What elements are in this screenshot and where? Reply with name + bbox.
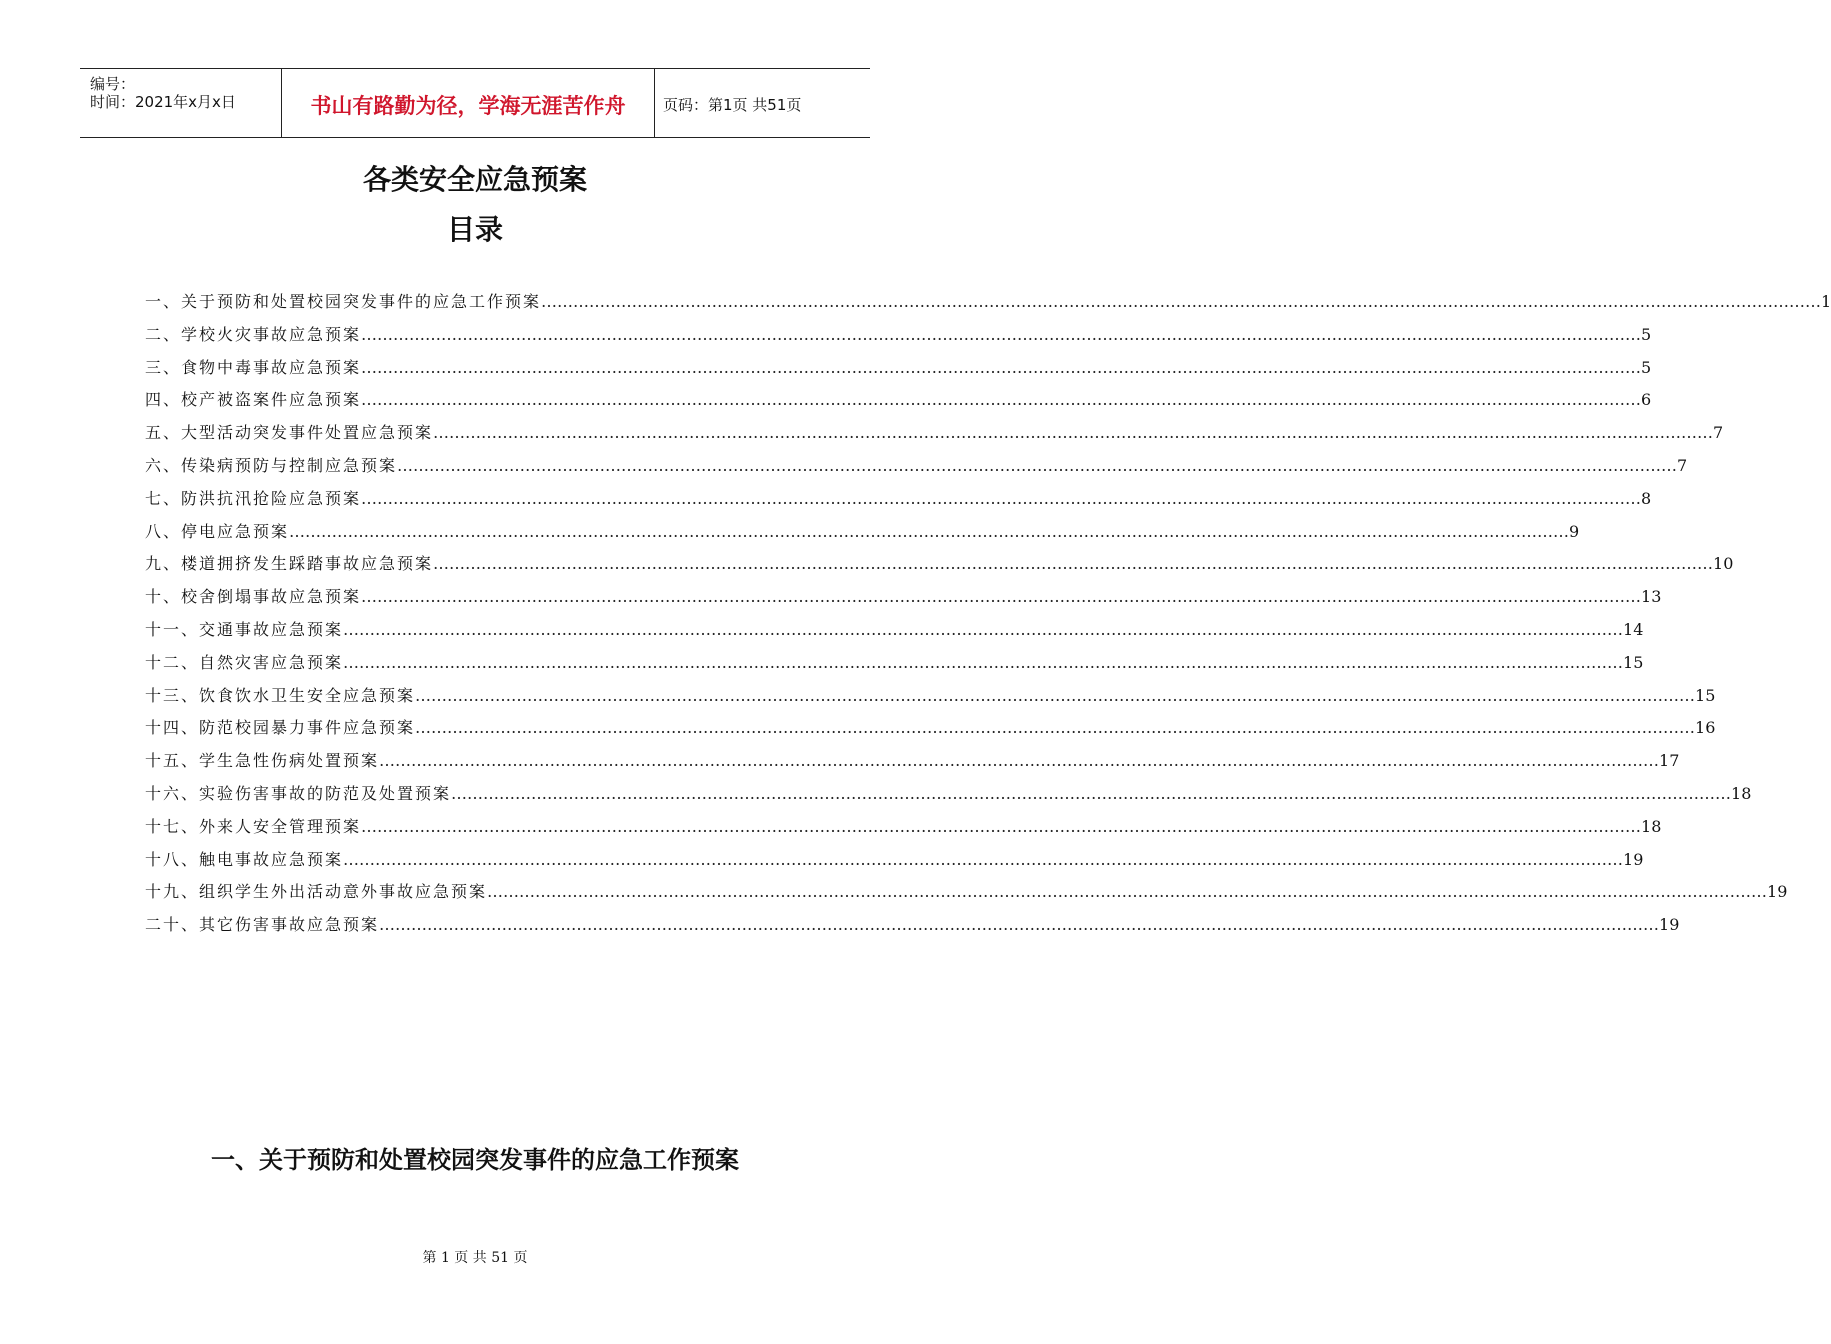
- toc-entry-page: 6: [1641, 390, 1652, 410]
- time-label: 时间：2021年x月x日: [90, 93, 236, 111]
- toc-entry-title: 十三、饮食饮水卫生安全应急预案: [145, 685, 416, 705]
- toc-entry-page: 5: [1641, 357, 1652, 377]
- toc-leader-dots: ……………………………………………………………………………………………………………………………………………………………………………………………………………………: [433, 554, 1714, 574]
- toc-entry[interactable]: [145, 581, 1662, 614]
- motto-text: 书山有路勤为径，学海无涯苦作舟: [310, 94, 626, 118]
- toc-entry-page: 9: [1569, 521, 1580, 541]
- page-footer: 第 1 页 共 51 页: [422, 1250, 528, 1266]
- toc-entry-title: 九、楼道拥挤发生踩踏事故应急预案: [145, 554, 434, 574]
- toc-leader-dots: ……………………………………………………………………………………………………………………………………………………………………………………………………………………: [433, 423, 1714, 443]
- toc-entry[interactable]: [145, 876, 1788, 909]
- toc-entry-page: 13: [1641, 587, 1662, 607]
- toc-entry-title: 十五、学生急性伤病处置预案: [145, 751, 380, 771]
- toc-entry-page: 7: [1677, 455, 1688, 475]
- toc-entry-title: 十七、外来人安全管理预案: [145, 816, 362, 836]
- toc-leader-dots: ……………………………………………………………………………………………………………………………………………………………………………………………………………………: [361, 587, 1642, 607]
- toc-entry-page: 18: [1641, 816, 1662, 836]
- toc-entry[interactable]: [145, 745, 1680, 778]
- toc-entry-page: 17: [1659, 751, 1680, 771]
- toc-entry-title: 七、防洪抗汛抢险应急预案: [145, 488, 362, 508]
- header-page-cell: [655, 69, 870, 137]
- toc-entry-page: 19: [1659, 915, 1680, 935]
- toc-entry-page: 8: [1641, 488, 1652, 508]
- toc-entry[interactable]: [145, 384, 1652, 417]
- toc-entry[interactable]: [145, 778, 1752, 811]
- toc-entry-page: 15: [1623, 652, 1644, 672]
- toc-entry-title: 一、关于预防和处置校园突发事件的应急工作预案: [145, 292, 542, 311]
- toc-entry-title: 六、传染病预防与控制应急预案: [145, 455, 398, 475]
- toc-leader-dots: ……………………………………………………………………………………………………………………………………………………………………………………………………………………: [361, 357, 1642, 377]
- toc-entry-page: 14: [1623, 619, 1644, 639]
- toc-entry[interactable]: [145, 319, 1652, 352]
- section-heading: 一、关于预防和处置校园突发事件的应急工作预案: [211, 1146, 739, 1174]
- page-header: [80, 68, 870, 138]
- toc-entry-page: 15: [1695, 685, 1716, 705]
- header-page-info: 页码：第1页 共51页: [663, 96, 802, 114]
- toc-entry[interactable]: [145, 548, 1734, 581]
- toc-entry-page: 5: [1641, 324, 1652, 344]
- toc-entry-page: 1: [1821, 292, 1831, 311]
- toc-entry[interactable]: [145, 811, 1662, 844]
- toc-leader-dots: ……………………………………………………………………………………………………………………………………………………………………………………………………………………: [379, 915, 1660, 935]
- toc-entry-page: 7: [1713, 423, 1724, 443]
- toc-entry-title: 十、校舍倒塌事故应急预案: [145, 587, 362, 607]
- toc-leader-dots: ……………………………………………………………………………………………………………………………………………………………………………………………………………………: [289, 521, 1570, 541]
- toc-leader-dots: ……………………………………………………………………………………………………………………………………………………………………………………………………………………: [361, 816, 1642, 836]
- toc-entry-page: 16: [1695, 718, 1716, 738]
- toc-entry-title: 三、食物中毒事故应急预案: [145, 357, 362, 377]
- toc-leader-dots: ……………………………………………………………………………………………………………………………………………………………………………………………………………………: [415, 685, 1696, 705]
- toc-entry-title: 二、学校火灾事故应急预案: [145, 324, 362, 344]
- toc-leader-dots: ……………………………………………………………………………………………………………………………………………………………………………………………………………………: [361, 390, 1642, 410]
- toc-entry[interactable]: [145, 516, 1580, 549]
- toc-entry[interactable]: [145, 450, 1688, 483]
- toc-leader-dots: ……………………………………………………………………………………………………………………………………………………………………………………………………………………: [451, 783, 1732, 803]
- toc-leader-dots: ……………………………………………………………………………………………………………………………………………………………………………………………………………………: [379, 751, 1660, 771]
- toc-entry-page: 10: [1713, 554, 1734, 574]
- toc-leader-dots: ……………………………………………………………………………………………………………………………………………………………………………………………………………………: [361, 324, 1642, 344]
- toc-entry-title: 二十、其它伤害事故应急预案: [145, 915, 380, 935]
- toc-entry[interactable]: [145, 647, 1644, 680]
- toc-title: 目录: [446, 213, 503, 246]
- toc-leader-dots: ……………………………………………………………………………………………………………………………………………………………………………………………………………………: [397, 455, 1678, 475]
- number-label: 编号：: [90, 75, 136, 93]
- toc-entry-title: 十二、自然灾害应急预案: [145, 652, 344, 672]
- toc-entry[interactable]: [145, 844, 1644, 877]
- toc-leader-dots: ……………………………………………………………………………………………………………………………………………………………………………………………………………………: [343, 849, 1624, 869]
- header-motto-cell: [282, 69, 655, 137]
- toc-entry[interactable]: [145, 680, 1716, 713]
- toc-leader-dots: ……………………………………………………………………………………………………………………………………………………………………………………………………………………: [361, 488, 1642, 508]
- toc-leader-dots: ……………………………………………………………………………………………………………………………………………………………………………………………………………………: [343, 619, 1624, 639]
- toc-entry-title: 八、停电应急预案: [145, 521, 290, 541]
- toc-entry-title: 十六、实验伤害事故的防范及处置预案: [145, 783, 452, 803]
- toc-entry-title: 四、校产被盗案件应急预案: [145, 390, 362, 410]
- toc-leader-dots: ……………………………………………………………………………………………………………………………………………………………………………………………………………………: [343, 652, 1624, 672]
- header-meta-cell: [80, 69, 282, 137]
- toc-entry[interactable]: [145, 712, 1716, 745]
- toc-entry-page: 19: [1623, 849, 1644, 869]
- toc-entry-page: 19: [1767, 882, 1788, 902]
- toc-leader-dots: ……………………………………………………………………………………………………………………………………………………………………………………………………………………: [487, 882, 1768, 902]
- toc-entry-title: 五、大型活动突发事件处置应急预案: [145, 423, 434, 443]
- toc-entry-title: 十八、触电事故应急预案: [145, 849, 344, 869]
- toc-entry[interactable]: [145, 286, 1831, 319]
- toc-entry-title: 十一、交通事故应急预案: [145, 619, 344, 639]
- toc-leader-dots: ……………………………………………………………………………………………………………………………………………………………………………………………………………………: [541, 292, 1822, 311]
- table-of-contents: [145, 286, 1831, 942]
- toc-entry[interactable]: [145, 352, 1652, 385]
- toc-entry-page: 18: [1731, 783, 1752, 803]
- document-title: 各类安全应急预案: [362, 163, 587, 196]
- toc-entry[interactable]: [145, 614, 1644, 647]
- toc-entry-title: 十四、防范校园暴力事件应急预案: [145, 718, 416, 738]
- toc-leader-dots: ……………………………………………………………………………………………………………………………………………………………………………………………………………………: [415, 718, 1696, 738]
- toc-entry[interactable]: [145, 909, 1680, 942]
- toc-entry-title: 十九、组织学生外出活动意外事故应急预案: [145, 882, 488, 902]
- toc-entry[interactable]: [145, 417, 1724, 450]
- toc-entry[interactable]: [145, 483, 1652, 516]
